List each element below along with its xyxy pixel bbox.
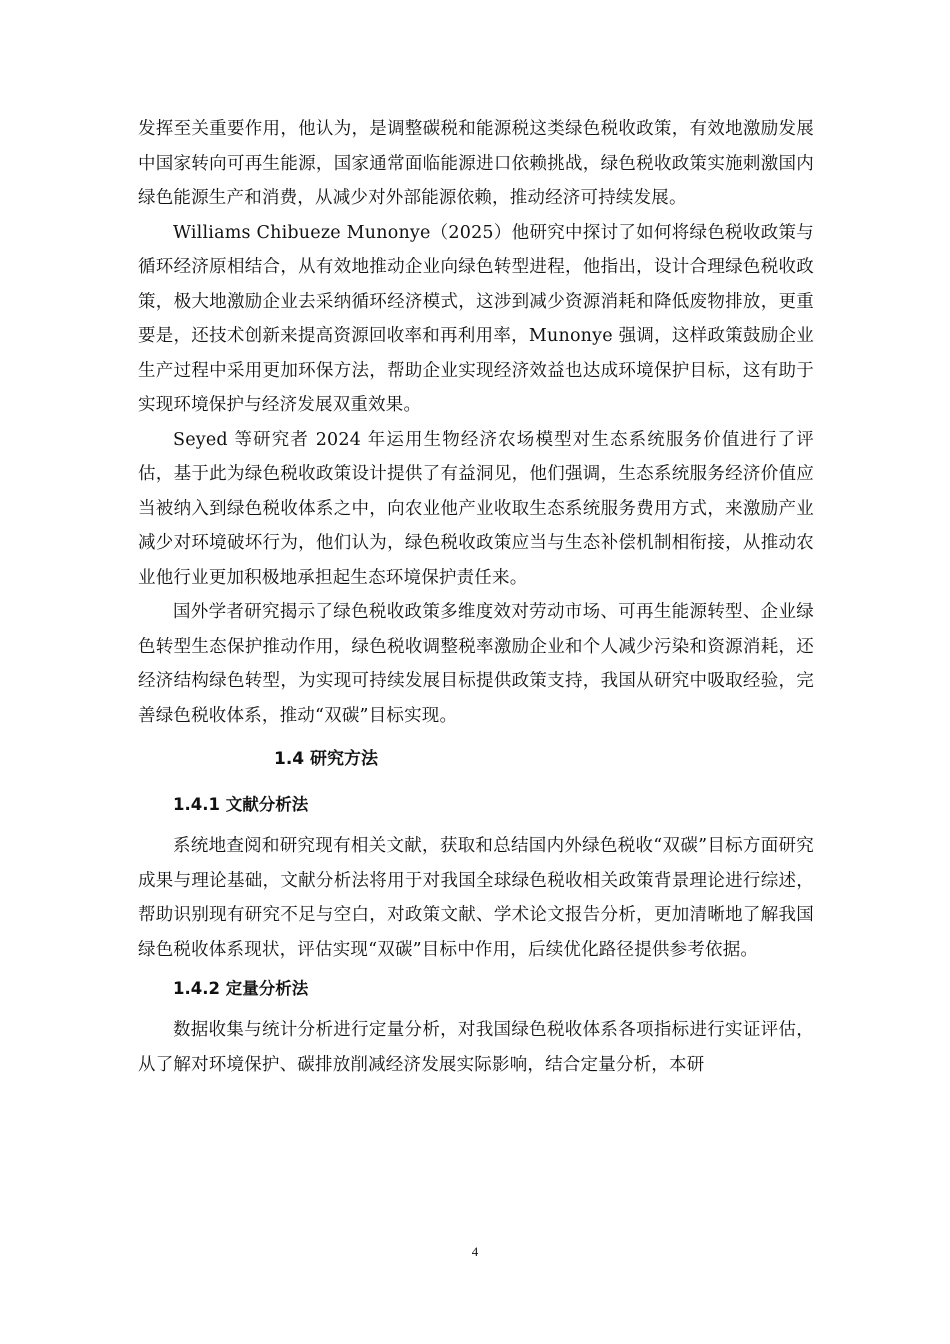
paragraph-munonye: Williams Chibueze Munonye（2025）他研究中探讨了如何将绿色税收政策与循环经济原相结合，从有效地推动企业向绿色转型进程，他指出，设计合理绿色税收政策，极大地激励企业去采纳循环经济模式，这涉到减少资源消耗和降低废物排放，更重要是，还技术创新来提高资源回收率和再利用率，Munonye 强调，这样政策鼓励企业生产过程中采用更加环保方法，帮助企业实现经济效益也达成环境保护目标，这有助于实现环境保护与经济发展双重效果。 (138, 222, 814, 415)
paragraph-quantitative-analysis: 数据收集与统计分析进行定量分析，对我国绿色税收体系各项指标进行实证评估，从了解对环境保护、碳排放削减经济发展实际影响，结合定量分析，本研 (138, 1020, 814, 1075)
paragraph-seyed: Seyed 等研究者 2024 年运用生物经济农场模型对生态系统服务价值进行了评估，基于此为绿色税收政策设计提供了有益洞见，他们强调，生态系统服务经济价值应当被纳入到绿色税收体系之中，向农业他产业收取生态系统服务费用方式，来激励产业减少对环境破坏行为，他们认为，绿色税收政策应当与生态补偿机制相衔接，从推动农业他行业更加积极地承担起生态环境保护责任来。 (138, 429, 814, 588)
section-heading-research-methods: 1.4 研究方法 (274, 749, 379, 769)
page-body (138, 112, 814, 1082)
paragraph-foreign-summary: 国外学者研究揭示了绿色税收政策多维度效对劳动市场、可再生能源转型、企业绿色转型生态保护推动作用，绿色税收调整税率激励企业和个人减少污染和资源消耗，还经济结构绿色转型，为实现可持续发展目标提供政策支持，我国从研究中吸取经验，完善绿色税收体系，推动“双碳”目标实现。 (138, 602, 814, 726)
page-number: 4 (471, 1244, 479, 1259)
paragraph-literature-analysis: 系统地查阅和研究现有相关文献，获取和总结国内外绿色税收“双碳”目标方面研究成果与理论基础，文献分析法将用于对我国全球绿色税收相关政策背景理论进行综述，帮助识别现有研究不足与空白，对政策文献、学术论文报告分析，更加清晰地了解我国绿色税收体系现状，评估实现“双碳”目标中作用，后续优化路径提供参考依据。 (138, 836, 814, 960)
subsection-heading-quantitative-analysis: 1.4.2 定量分析法 (173, 979, 309, 998)
subsection-heading-literature-analysis: 1.4.1 文献分析法 (173, 795, 309, 814)
paragraph-continuation: 发挥至关重要作用，他认为，是调整碳税和能源税这类绿色税收政策，有效地激励发展中国家转向可再生能源，国家通常面临能源进口依赖挑战，绿色税收政策实施刺激国内绿色能源生产和消费，从减少对外部能源依赖，推动经济可持续发展。 (138, 119, 814, 208)
